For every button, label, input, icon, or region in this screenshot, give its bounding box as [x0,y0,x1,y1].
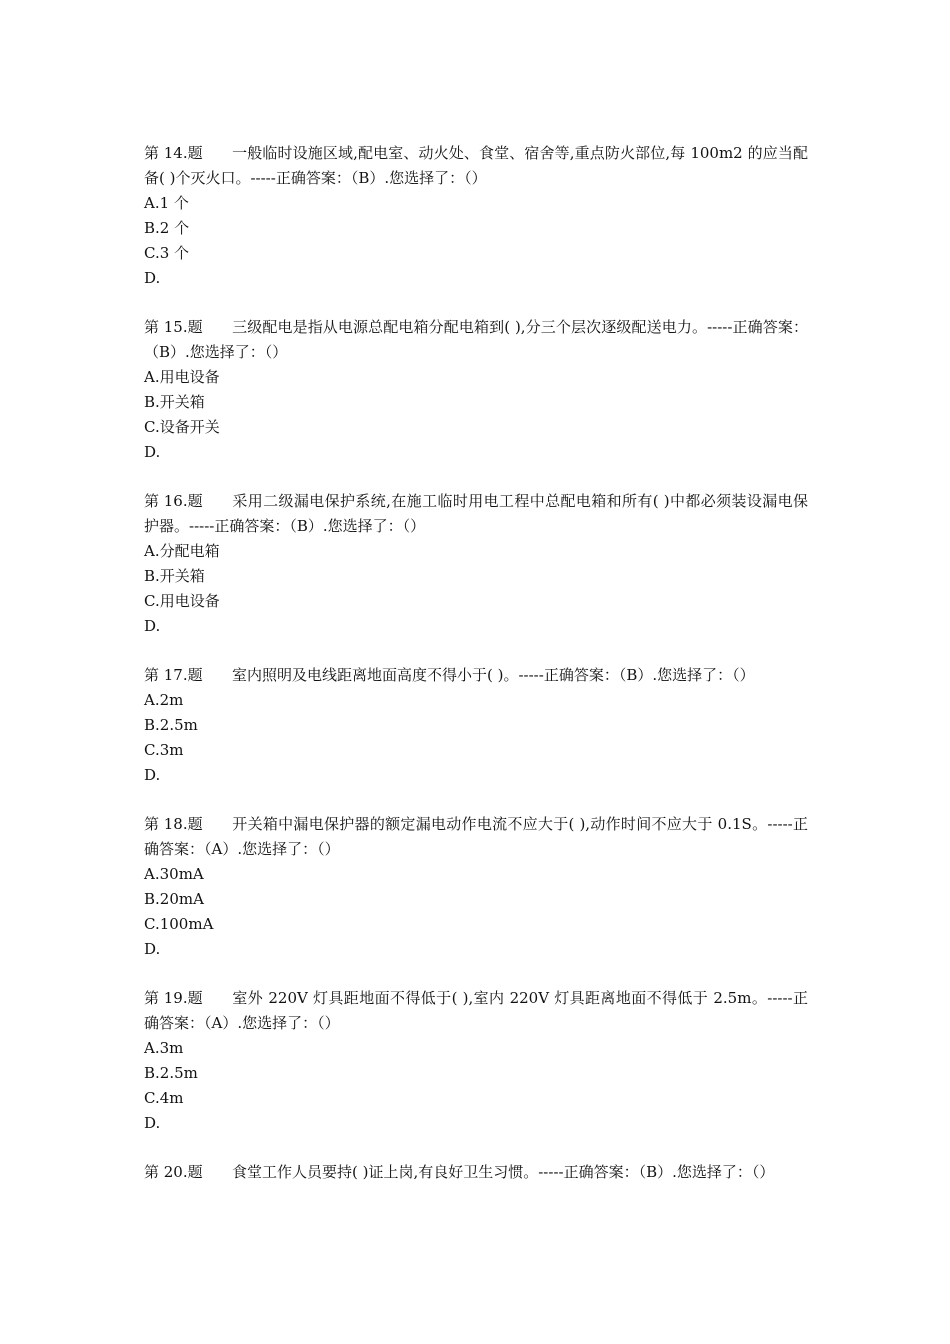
question-number: 第 17.题 [144,666,203,684]
option-c: C.100mA [144,915,214,933]
option-d: D. [144,1114,161,1132]
question-stem [144,812,808,862]
option-c: C.设备开关 [144,418,220,436]
option-b: B.2 个 [144,219,190,237]
question-text: 食堂工作人员要持( )证上岗,有良好卫生习惯。-----正确答案：（B）.您选择了：（） [232,1163,775,1181]
option-d: D. [144,940,161,958]
option-c: C.3m [144,741,184,759]
option-c: C.4m [144,1089,184,1107]
option-a: A.3m [144,1039,184,1057]
question-stem [144,489,808,539]
option-d: D. [144,766,161,784]
question-19 [144,986,808,1136]
question-20 [144,1160,808,1185]
option-a: A.2m [144,691,184,709]
question-text: 室外 220V 灯具距地面不得低于( ),室内 220V 灯具距离地面不得低于 2.5m。-----正确答案：（A）.您选择了：（） [144,989,808,1032]
question-text: 开关箱中漏电保护器的额定漏电动作电流不应大于( ),动作时间不应大于 0.1S。-----正确答案：（A）.您选择了：（） [144,815,808,858]
question-17 [144,663,808,788]
document-page [144,141,808,1209]
option-a: A.用电设备 [144,368,220,386]
option-d: D. [144,443,161,461]
question-text: 室内照明及电线距离地面高度不得小于( )。-----正确答案：（B）.您选择了：（） [232,666,755,684]
question-text: 采用二级漏电保护系统,在施工临时用电工程中总配电箱和所有( )中都必须装设漏电保护器。-----正确答案：（B）.您选择了：（） [144,492,808,535]
question-stem [144,315,808,365]
option-b: B.2.5m [144,716,198,734]
question-text: 三级配电是指从电源总配电箱分配电箱到( ),分三个层次逐级配送电力。-----正确答案：（B）.您选择了：（） [144,318,808,361]
question-stem [144,1160,808,1185]
option-a: A.30mA [144,865,204,883]
question-stem [144,141,808,191]
option-c: C.用电设备 [144,592,220,610]
option-d: D. [144,617,161,635]
question-text: 一般临时设施区域,配电室、动火处、食堂、宿舍等,重点防火部位,每 100m2 的应当配备( )个灭火口。-----正确答案：（B）.您选择了：（） [144,144,808,187]
question-number: 第 20.题 [144,1163,203,1181]
option-a: A.分配电箱 [144,542,220,560]
question-number: 第 15.题 [144,318,203,336]
question-number: 第 18.题 [144,815,203,833]
option-b: B.开关箱 [144,567,205,585]
option-b: B.20mA [144,890,204,908]
question-16 [144,489,808,639]
question-number: 第 16.题 [144,492,203,510]
question-18 [144,812,808,962]
option-b: B.开关箱 [144,393,205,411]
question-stem [144,986,808,1036]
question-15 [144,315,808,465]
option-b: B.2.5m [144,1064,198,1082]
question-number: 第 14.题 [144,144,203,162]
option-c: C.3 个 [144,244,190,262]
question-14 [144,141,808,291]
question-number: 第 19.题 [144,989,203,1007]
question-stem [144,663,808,688]
option-d: D. [144,269,161,287]
option-a: A.1 个 [144,194,189,212]
